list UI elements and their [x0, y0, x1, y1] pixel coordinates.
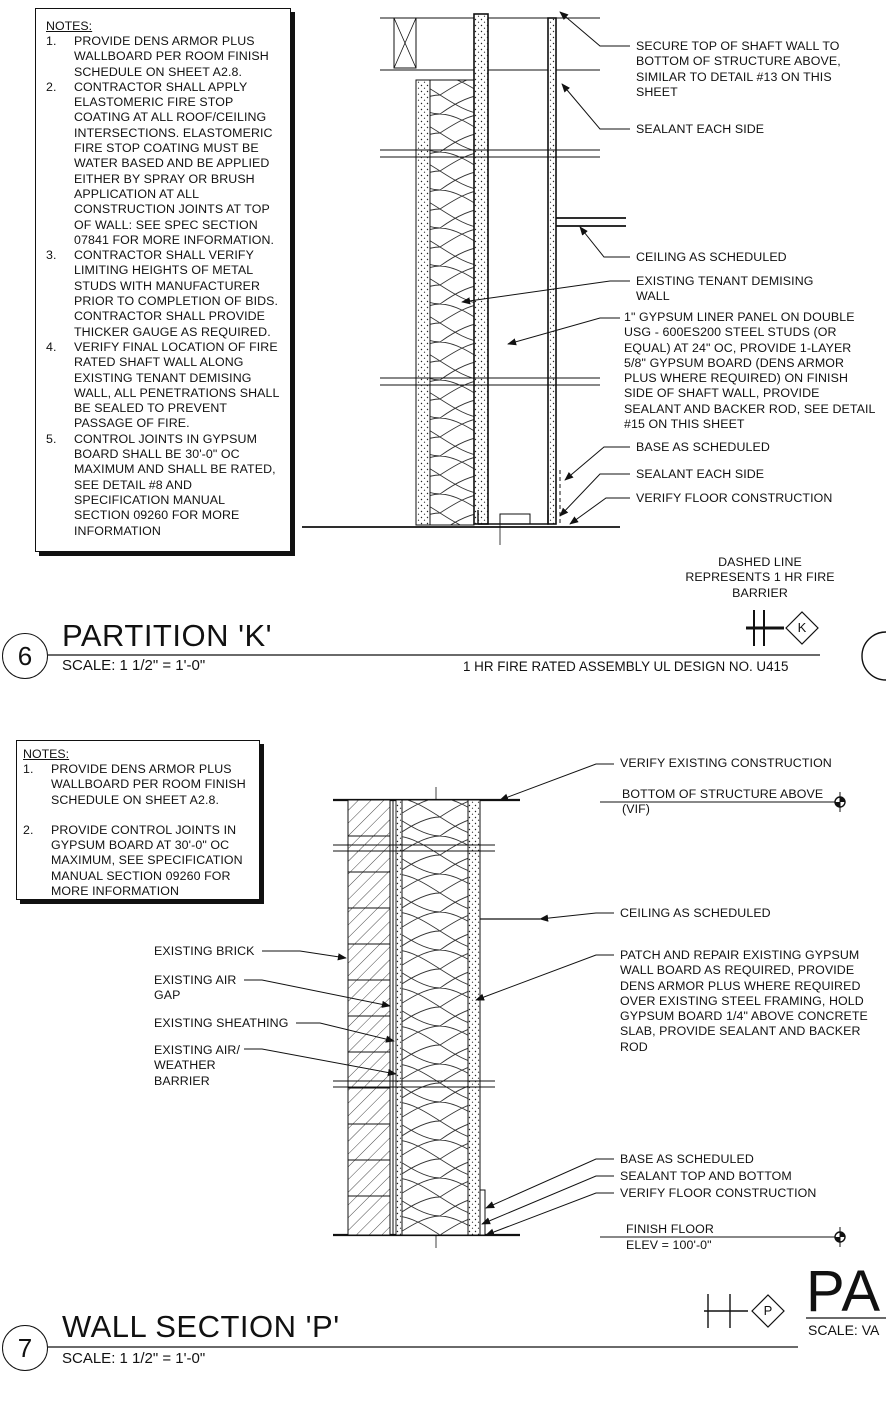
label-verify-floor: VERIFY FLOOR CONSTRUCTION — [636, 491, 833, 505]
label-demising-wall: EXISTING TENANT DEMISING WALL — [636, 274, 814, 304]
label-verify-floor-7: VERIFY FLOOR CONSTRUCTION — [620, 1186, 817, 1200]
note-item: 2. PROVIDE CONTROL JOINTS IN GYPSUM BOARD AT 30'-0" OC MAXIMUM, SEE SPECIFICATION MANUAL SECTION 09260 FOR MORE INFORMATION — [23, 822, 243, 899]
label-dashed-line: DASHED LINE REPRESENTS 1 HR FIRE BARRIER — [685, 555, 835, 600]
next-detail-scale: SCALE: VA — [808, 1322, 880, 1338]
tag-p: P — [763, 1303, 773, 1318]
label-base: BASE AS SCHEDULED — [636, 440, 770, 454]
note-item: 5. CONTROL JOINTS IN GYPSUM BOARD SHALL BE 30'-0" OC MAXIMUM AND SHALL BE RATED, SEE DETAIL #8 AND SPECIFICATION MANUAL SECTION 09260 FOR MORE INFORMATION — [46, 431, 276, 538]
label-air-gap: EXISTING AIR GAP — [154, 973, 237, 1003]
note-item: 4. VERIFY FINAL LOCATION OF FIRE RATED SHAFT WALL ALONG EXISTING TENANT DEMISING WALL, ALL PENETRATIONS SHALL BE SEALED TO PREVENT PASSAGE OF FIRE. — [46, 339, 280, 431]
label-sealant-7: SEALANT TOP AND BOTTOM — [620, 1169, 792, 1183]
label-secure-top: SECURE TOP OF SHAFT WALL TO BOTTOM OF STRUCTURE ABOVE, SIMILAR TO DETAIL #13 ON THIS SHEET — [636, 39, 841, 99]
label-finish-floor: FINISH FLOOR — [626, 1222, 714, 1236]
label-sealant-top: SEALANT EACH SIDE — [636, 122, 765, 136]
detail6-notes — [35, 8, 291, 552]
label-ceiling-7: CEILING AS SCHEDULED — [620, 906, 771, 920]
notes-list — [46, 34, 282, 539]
detail7-notes — [16, 740, 260, 900]
detail-number-circle: 6 — [2, 633, 48, 679]
label-sealant-bottom: SEALANT EACH SIDE — [636, 467, 765, 481]
label-air-barrier: EXISTING AIR/ WEATHER BARRIER — [154, 1043, 240, 1088]
note-item: 2. CONTRACTOR SHALL APPLY ELASTOMERIC FIRE STOP COATING AT ALL ROOF/CEILING INTERSECTIONS. ELASTOMERIC FIRE STOP COATING MUST BE WATER BASED AND BE APPLIED EITHER BY SPRAY OR BRUSH APPLICATION AT ALL CONSTRUCTION JOINTS AT TOP OF WALL: SEE SPEC SECTION 07841 FOR MORE INFORMATION. — [46, 79, 275, 247]
label-liner-panel: 1" GYPSUM LINER PANEL ON DOUBLE USG - 600ES200 STEEL STUDS (OR EQUAL) AT 24" OC, PROVIDE 1-LAYER 5/8" GYPSUM BOARD (DENS ARMOR PLUS WHERE REQUIRED) ON FINISH SIDE OF SHAFT WALL, PROVIDE SEALANT AND BACKER ROD, SEE DETAIL #15 ON THIS SHEET — [624, 310, 876, 432]
note-item: 1. PROVIDE DENS ARMOR PLUS WALLBOARD PER ROOM FINISH SCHEDULE ON SHEET A2.8. — [46, 34, 269, 79]
detail-number-circle: 7 — [2, 1325, 48, 1371]
label-patch-repair: PATCH AND REPAIR EXISTING GYPSUM WALL BOARD AS REQUIRED, PROVIDE DENS ARMOR PLUS WHERE REQUIRED OVER EXISTING STEEL FRAMING, HOLD GYPSUM BOARD 1/4" ABOVE CONCRETE SLAB, PROVIDE SEALANT AND BACKER ROD — [620, 948, 868, 1054]
detail7-scale: SCALE: 1 1/2" = 1'-0" — [62, 1350, 206, 1367]
label-base-7: BASE AS SCHEDULED — [620, 1152, 754, 1166]
label-ceiling: CEILING AS SCHEDULED — [636, 250, 787, 264]
label-verify-existing: VERIFY EXISTING CONSTRUCTION — [620, 756, 832, 770]
note-item: 3. CONTRACTOR SHALL VERIFY LIMITING HEIGHTS OF METAL STUDS WITH MANUFACTURER PRIOR TO COMPLETION OF BIDS. CONTRACTOR SHALL PROVIDE THICKER GAUGE AS REQUIRED. — [46, 248, 279, 339]
detail6-scale: SCALE: 1 1/2" = 1'-0" — [62, 657, 206, 674]
label-elev: ELEV = 100'-0" — [626, 1238, 712, 1252]
label-vif: (VIF) — [622, 802, 651, 816]
tag-k: K — [797, 620, 807, 635]
detail7-wall-section — [333, 787, 540, 1248]
label-sheathing: EXISTING SHEATHING — [154, 1016, 289, 1030]
notes-list — [23, 762, 255, 899]
detail6-title: PARTITION 'K' — [62, 618, 273, 653]
detail7-title: WALL SECTION 'P' — [62, 1309, 340, 1344]
notes-heading: NOTES: — [23, 747, 70, 761]
notes-heading: NOTES: — [46, 19, 93, 33]
detail6-assembly: 1 HR FIRE RATED ASSEMBLY UL DESIGN NO. U415 — [463, 659, 789, 674]
label-existing-brick: EXISTING BRICK — [154, 944, 255, 958]
label-bottom-structure: BOTTOM OF STRUCTURE ABOVE — [622, 787, 824, 801]
note-item: 1. PROVIDE DENS ARMOR PLUS WALLBOARD PER ROOM FINISH SCHEDULE ON SHEET A2.8. — [23, 762, 246, 807]
detail6-wall-section — [302, 14, 626, 545]
next-detail-title: PA — [806, 1259, 882, 1324]
